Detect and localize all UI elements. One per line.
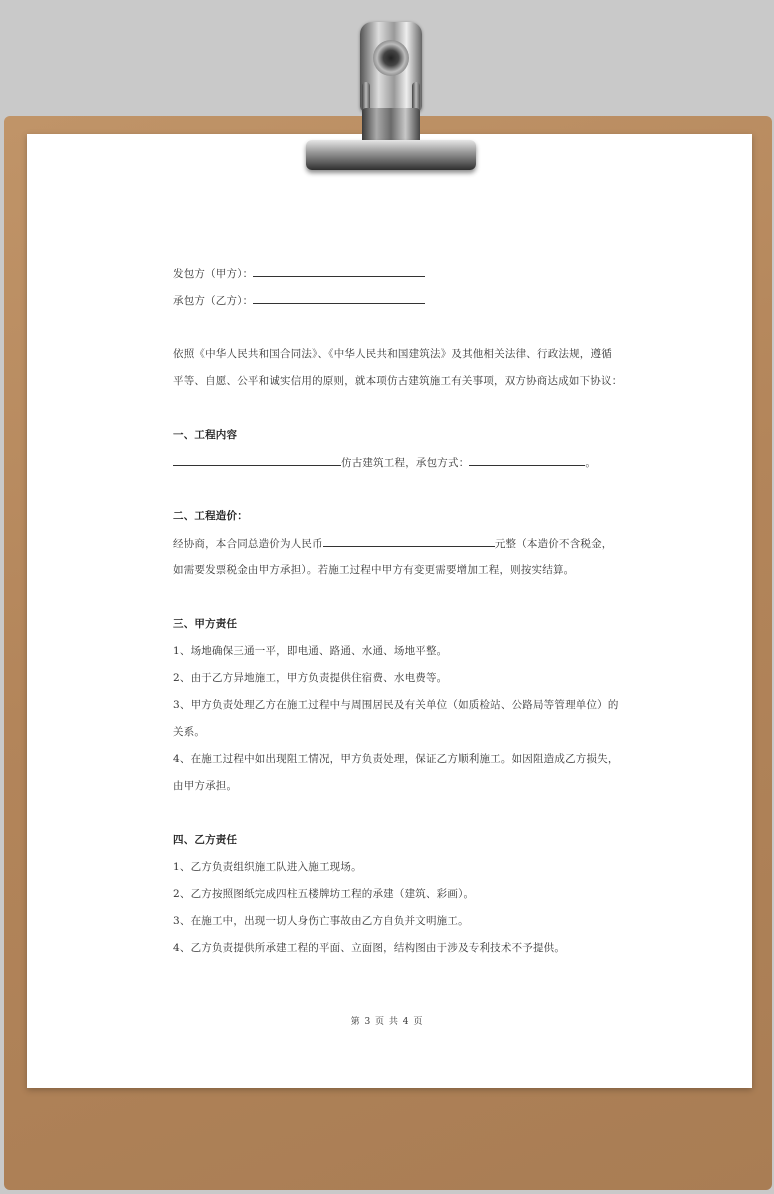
price-label: 经协商，本合同总造价为人民币 <box>173 538 323 550</box>
section3-item-3-line-1: 3、甲方负责处理乙方在施工过程中与周围居民及有关单位（如质检站、公路局等管理单位）的 <box>173 699 619 711</box>
section1-heading: 一、工程内容 <box>173 429 238 441</box>
section4-item-3: 3、在施工中，出现一切人身伤亡事故由乙方自负并文明施工。 <box>173 915 469 927</box>
section3-item-4-line-2: 由甲方承担。 <box>173 780 238 792</box>
section2-line-1 <box>173 535 613 551</box>
section3-item-4-line-1: 4、在施工过程中如出现阻工情况，甲方负责处理，保证乙方顺利施工。如因阻造成乙方损失， <box>173 753 619 765</box>
section3-item-1: 1、场地确保三通一平，即电通、路通、水通、场地平整。 <box>173 645 448 657</box>
section2-line-2: 如需要发票税金由甲方承担）。若施工过程中甲方有变更需要增加工程，则按实结算。 <box>173 564 575 576</box>
section2-heading: 二、工程造价： <box>173 510 248 522</box>
section1-line <box>173 454 596 470</box>
price-end: 元整（本造价不含税金， <box>494 538 613 550</box>
section4-heading: 四、乙方责任 <box>173 834 238 846</box>
intro-line-2: 平等、自愿、公平和诚实信用的原则，就本项仿古建筑施工有关事项，双方协商达成如下协议： <box>173 375 623 387</box>
section3-item-3-line-2: 关系。 <box>173 726 206 738</box>
section3-item-2: 2、由于乙方异地施工，甲方负责提供住宿费、水电费等。 <box>173 672 448 684</box>
intro-line-1: 依照《中华人民共和国合同法》、《中华人民共和国建筑法》及其他相关法律、行政法规，遵循 <box>173 348 612 360</box>
party-a-blank <box>253 265 425 277</box>
project-name-blank <box>173 454 341 466</box>
section4-item-1: 1、乙方负责组织施工队进入施工现场。 <box>173 861 362 873</box>
party-b-line <box>173 292 425 308</box>
section1-mid: 仿古建筑工程，承包方式： <box>341 457 470 469</box>
binder-clip-icon <box>300 22 485 178</box>
section4-item-4: 4、乙方负责提供所承建工程的平面、立面图，结构图由于涉及专利技术不予提供。 <box>173 942 566 954</box>
price-blank <box>323 535 495 547</box>
party-a-label: 发包方（甲方）： <box>173 268 254 280</box>
page-number-footer: 第 3 页 共 4 页 <box>350 1017 424 1027</box>
contract-type-blank <box>469 454 585 466</box>
party-a-line <box>173 265 425 281</box>
section4-item-2: 2、乙方按照图纸完成四柱五楼牌坊工程的承建（建筑、彩画）。 <box>173 888 475 900</box>
party-b-blank <box>253 292 425 304</box>
section1-end: 。 <box>585 457 597 469</box>
party-b-label: 承包方（乙方）： <box>173 295 254 307</box>
section3-heading: 三、甲方责任 <box>173 618 238 630</box>
